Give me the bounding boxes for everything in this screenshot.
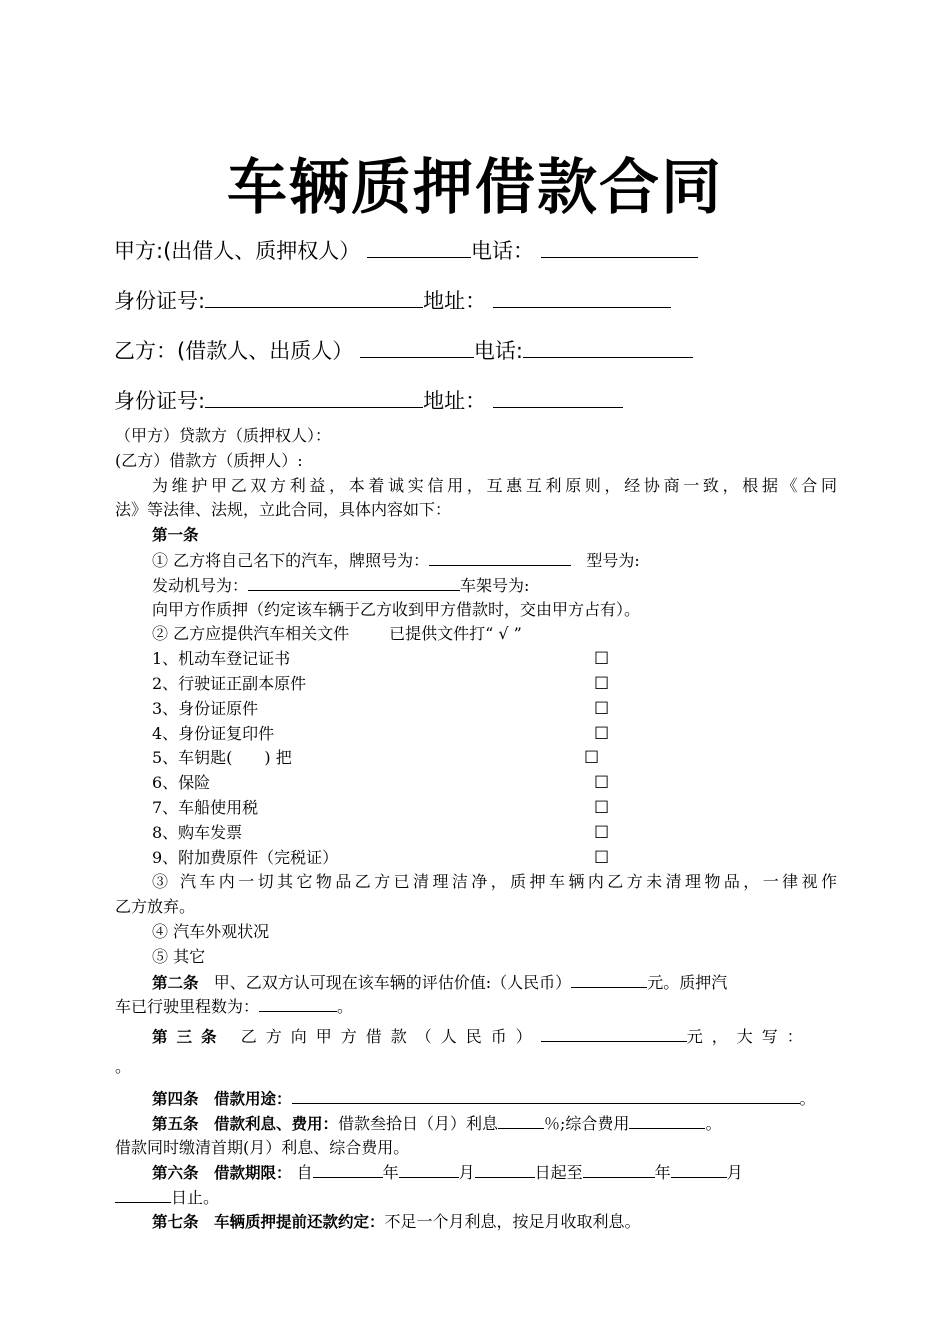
valuation-label: 甲、乙双方认可现在该车辆的评估价值:（人民币） [213, 972, 572, 992]
document-checkbox[interactable]: ☐ [594, 822, 610, 843]
end-label: 日止。 [171, 1188, 220, 1208]
document-item [115, 746, 837, 771]
start-year-blank [313, 1160, 383, 1178]
documents-check-note: 已提供文件打“ √ ” [389, 624, 522, 644]
start-day-blank [475, 1160, 535, 1178]
article-1-item-2 [115, 622, 837, 647]
document-item [115, 697, 837, 722]
mileage-label: 车已行驶里程数为： [115, 997, 260, 1017]
plate-blank [429, 548, 571, 566]
article-6-line-1 [115, 1160, 837, 1185]
party-a-name-blank [367, 235, 471, 258]
article-7-line [115, 1210, 837, 1235]
borrower-line: (乙方）借款方（质押人）: [115, 450, 303, 470]
engine-label: 发动机号为： [152, 575, 249, 595]
article-1-pledge: 向甲方作质押（约定该车辆于乙方收到甲方借款时，交由甲方占有）。 [152, 599, 641, 619]
article-5-heading: 第五条 借款利息、费用： [152, 1114, 339, 1133]
article-3-line-1 [115, 1019, 837, 1055]
party-b-id-line [114, 385, 623, 416]
article-7-text: 不足一个月利息，按足月收取利息。 [384, 1211, 641, 1231]
year-label: 年 [654, 1163, 671, 1183]
party-b-id-label: 身份证号: [114, 389, 206, 413]
end-day-blank [115, 1185, 171, 1203]
valuation-blank [571, 970, 647, 988]
lender-line: （甲方）贷款方（质押权人）： [115, 426, 332, 445]
intro-line-2: 法》等法律、法规，立此合同，具体内容如下： [115, 500, 452, 520]
party-b-phone-label: 电话: [473, 339, 523, 363]
article-2-line-2 [115, 994, 837, 1019]
party-b-phone-blank [523, 335, 693, 358]
article-4-line [115, 1086, 837, 1111]
article-6-heading: 第六条 借款期限： [152, 1164, 292, 1183]
article-5-line-1 [115, 1111, 837, 1136]
document-item [115, 846, 837, 871]
article-1-item-5: ⑤ 其它 [152, 946, 206, 966]
party-a-id-line [114, 285, 671, 316]
party-a-phone-blank [541, 235, 698, 258]
party-a-id-blank [205, 285, 423, 308]
month-label: 月 [458, 1163, 475, 1183]
article-4-heading: 第四条 借款用途： [152, 1089, 292, 1108]
party-a-address-blank [493, 285, 671, 308]
party-b-id-blank [205, 385, 423, 408]
party-a-phone-label: 电话： [470, 239, 534, 263]
document-checkbox[interactable]: ☐ [594, 698, 610, 719]
document-checkbox[interactable]: ☐ [594, 847, 610, 868]
engine-blank [248, 573, 460, 591]
document-checkbox[interactable]: ☐ [594, 723, 610, 744]
article-1-item-3-cont: 乙方放弃。 [115, 897, 196, 917]
period: 。 [705, 1113, 722, 1133]
fee-blank [629, 1111, 705, 1129]
document-item-label: 7、车船使用税 [152, 797, 259, 817]
document-item [115, 722, 837, 747]
document-checkbox[interactable]: ☐ [594, 649, 610, 670]
party-b-address-blank [493, 385, 623, 408]
period: 。 [337, 997, 354, 1017]
party-a-label: 甲方:(出借人、质押权人） [114, 239, 361, 263]
document-item-label: 1、机动车登记证书 [152, 649, 291, 669]
party-b-line [114, 335, 693, 366]
end-year-blank [583, 1160, 655, 1178]
document-checkbox[interactable]: ☐ [594, 797, 610, 818]
loan-amount-uppercase-label: 元，大写： [686, 1027, 812, 1047]
purpose-blank [292, 1086, 800, 1104]
document-checkbox[interactable]: ☐ [594, 773, 610, 794]
article-2-line-1 [115, 970, 837, 995]
model-label: 型号为: [586, 550, 640, 570]
article-3-line-2: 。 [115, 1057, 132, 1077]
party-b-address-label: 地址： [423, 389, 487, 413]
document-item [115, 647, 837, 672]
document-item-label: 8、购车发票 [152, 822, 243, 842]
fee-label: ％;综合费用 [544, 1113, 630, 1133]
article-1-item-engine [115, 573, 837, 598]
party-b-label: 乙方：(借款人、出质人） [114, 339, 354, 363]
article-7-heading: 第七条 车辆质押提前还款约定： [152, 1212, 385, 1231]
day-to-label: 日起至 [534, 1163, 583, 1183]
party-b-name-blank [360, 335, 474, 358]
document-item-label: 4、身份证复印件 [152, 723, 275, 743]
month-label: 月 [726, 1163, 743, 1183]
mileage-blank [259, 994, 337, 1012]
plate-label: ① 乙方将自己名下的汽车，牌照号为： [152, 550, 430, 570]
article-3-heading: 第三条 [152, 1028, 226, 1047]
article-1-item-1 [115, 548, 837, 573]
article-1-item-4: ④ 汽车外观状况 [152, 921, 270, 941]
loan-amount-blank [541, 1024, 687, 1042]
document-item-label: 6、保险 [152, 773, 211, 793]
party-a-id-label: 身份证号: [114, 289, 206, 313]
article-5-line-2: 借款同时缴清首期(月）利息、综合费用。 [115, 1137, 410, 1157]
valuation-unit: 元。质押汽 [647, 972, 728, 992]
frame-label: 车架号为: [460, 575, 530, 595]
intro-line-1: 为维护甲乙双方利益，本着诚实信用，互惠互利原则，经协商一致，根据《合同 [152, 475, 837, 495]
period: 。 [799, 1088, 816, 1108]
end-month-blank [671, 1160, 727, 1178]
party-a-line [114, 235, 698, 266]
interest-rate-blank [498, 1111, 544, 1129]
document-item [115, 672, 837, 697]
article-2-heading: 第二条 [152, 973, 199, 992]
interest-label: 借款叁拾日（月）利息 [338, 1113, 499, 1133]
documents-label: ② 乙方应提供汽车相关文件 [152, 624, 350, 644]
document-item [115, 821, 837, 846]
document-item [115, 796, 837, 821]
document-item [115, 771, 837, 796]
document-item-label: 3、身份证原件 [152, 698, 259, 718]
from-label: 自 [296, 1163, 313, 1183]
document-item-label: 9、附加费原件（完税证） [152, 847, 339, 867]
article-1-item-3: ③ 汽车内一切其它物品乙方已清理洁净，质押车辆内乙方未清理物品，一律视作 [152, 872, 837, 892]
year-label: 年 [382, 1163, 399, 1183]
contract-title: 车辆质押借款合同 [227, 153, 723, 223]
document-checkbox[interactable]: ☐ [584, 748, 600, 769]
start-month-blank [399, 1160, 459, 1178]
document-item-label: 5、车钥匙( ) 把 [152, 748, 292, 768]
article-1-heading: 第一条 [152, 526, 199, 545]
party-a-address-label: 地址： [423, 289, 487, 313]
document-item-label: 2、行驶证正副本原件 [152, 673, 307, 693]
loan-amount-label: 乙方向甲方借款（人民币） [240, 1027, 541, 1047]
contract-body [115, 424, 837, 1235]
document-checkbox[interactable]: ☐ [594, 673, 610, 694]
article-6-line-2 [115, 1185, 837, 1210]
